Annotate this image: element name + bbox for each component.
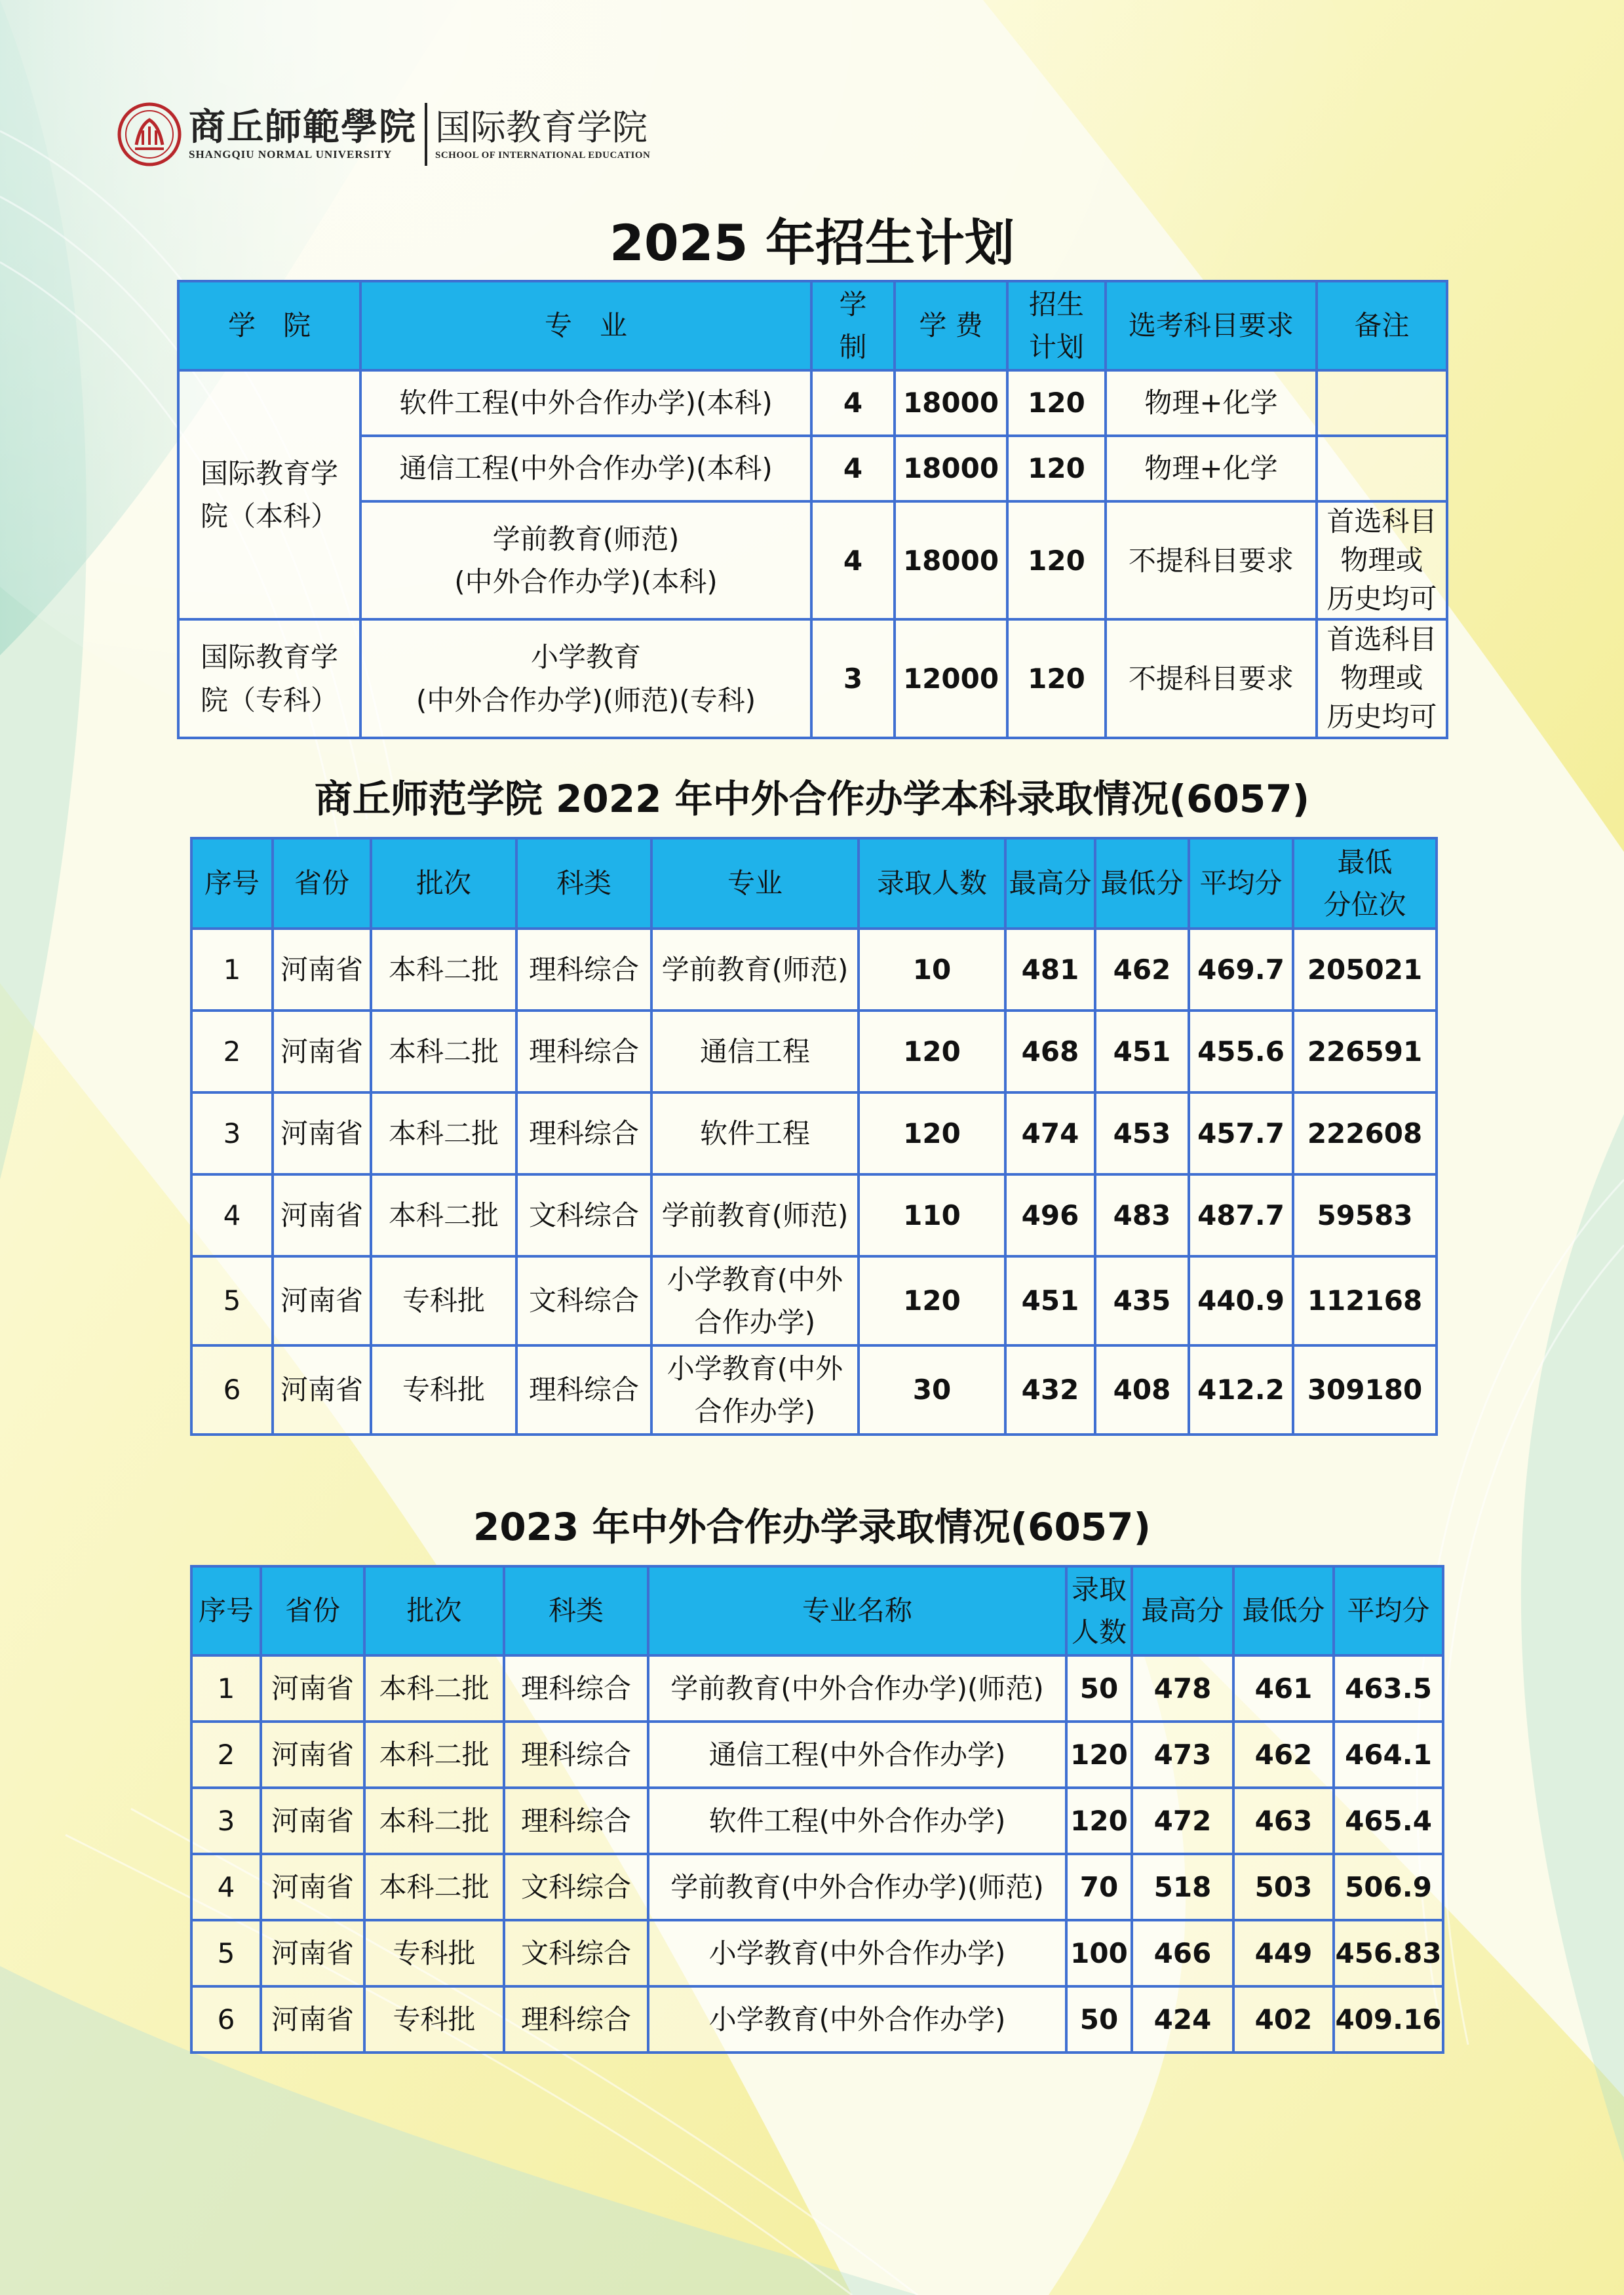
logo-divider <box>425 103 427 166</box>
table-row <box>191 1011 1437 1092</box>
no-cell: 6 <box>191 1986 261 2053</box>
avg-cell: 465.4 <box>1334 1788 1443 1854</box>
major-cell: 软件工程(中外合作办学)(本科) <box>360 370 811 436</box>
plan-cell: 120 <box>1007 370 1106 436</box>
major-cell: 学前教育(师范) (中外合作办学)(本科) <box>360 501 811 619</box>
max-cell: 466 <box>1132 1920 1233 1986</box>
note-cell: 首选科目 物理或 历史均可 <box>1317 619 1447 737</box>
subjects-cell: 物理+化学 <box>1106 436 1317 501</box>
major-cell: 小学教育(中外合作办学) <box>648 1920 1066 1986</box>
college-cell: 国际教育学 院（专科） <box>178 619 360 737</box>
years-cell: 3 <box>811 619 895 737</box>
header-avg: 平均分 <box>1334 1566 1443 1655</box>
header-category: 科类 <box>504 1566 648 1655</box>
avg-cell: 440.9 <box>1189 1256 1293 1345</box>
count-cell: 50 <box>1066 1986 1132 2053</box>
plan2025-title: 2025 年招生计划 <box>609 214 1015 272</box>
fee-cell: 18000 <box>895 436 1007 501</box>
major-cell: 学前教育(师范) <box>651 929 859 1011</box>
major-cell: 软件工程(中外合作办学) <box>648 1788 1066 1854</box>
table-row <box>191 1345 1437 1435</box>
min-cell: 453 <box>1095 1092 1189 1174</box>
max-cell: 432 <box>1005 1345 1095 1435</box>
header-fee: 学 费 <box>895 281 1007 370</box>
no-cell: 4 <box>191 1174 273 1256</box>
avg-cell: 409.16 <box>1334 1986 1443 2053</box>
max-cell: 518 <box>1132 1854 1233 1920</box>
province-cell: 河南省 <box>273 1256 371 1345</box>
plan2025-header-row <box>178 281 1447 370</box>
count-cell: 120 <box>859 1256 1005 1345</box>
note-cell <box>1317 436 1447 501</box>
table-row <box>191 1986 1443 2053</box>
major-cell: 学前教育(中外合作办学)(师范) <box>648 1655 1066 1722</box>
province-cell: 河南省 <box>273 929 371 1011</box>
major-cell: 学前教育(师范) <box>651 1174 859 1256</box>
province-cell: 河南省 <box>273 1345 371 1435</box>
min-cell: 408 <box>1095 1345 1189 1435</box>
plan2025-table <box>177 280 1448 739</box>
table-row <box>191 1722 1443 1788</box>
header-min: 最低分 <box>1233 1566 1334 1655</box>
no-cell: 3 <box>191 1788 261 1854</box>
major-cell: 小学教育 (中外合作办学)(师范)(专科) <box>360 619 811 737</box>
college-cell: 国际教育学 院（本科） <box>178 370 360 619</box>
min-cell: 463 <box>1233 1788 1334 1854</box>
header-no: 序号 <box>191 838 273 929</box>
min-cell: 462 <box>1233 1722 1334 1788</box>
subjects-cell: 不提科目要求 <box>1106 501 1317 619</box>
avg-cell: 457.7 <box>1189 1092 1293 1174</box>
count-cell: 70 <box>1066 1854 1132 1920</box>
header-major: 专 业 <box>360 281 811 370</box>
header-years: 学 制 <box>811 281 895 370</box>
max-cell: 478 <box>1132 1655 1233 1722</box>
province-cell: 河南省 <box>273 1174 371 1256</box>
max-cell: 472 <box>1132 1788 1233 1854</box>
province-cell: 河南省 <box>273 1011 371 1092</box>
header-min: 最低分 <box>1095 838 1189 929</box>
major-cell: 小学教育(中外 合作办学) <box>651 1345 859 1435</box>
category-cell: 理科综合 <box>516 1011 651 1092</box>
max-cell: 468 <box>1005 1011 1095 1092</box>
batch-cell: 专科批 <box>371 1256 516 1345</box>
major-cell: 软件工程 <box>651 1092 859 1174</box>
fee-cell: 18000 <box>895 501 1007 619</box>
max-cell: 481 <box>1005 929 1095 1011</box>
max-cell: 474 <box>1005 1092 1095 1174</box>
category-cell: 理科综合 <box>516 929 651 1011</box>
university-name-en: SHANGQIU NORMAL UNIVERSITY <box>189 148 393 161</box>
category-cell: 理科综合 <box>504 1655 648 1722</box>
min-cell: 402 <box>1233 1986 1334 2053</box>
header-category: 科类 <box>516 838 651 929</box>
header-major: 专业名称 <box>648 1566 1066 1655</box>
admit2022-table <box>190 837 1438 1436</box>
no-cell: 2 <box>191 1011 273 1092</box>
rank-cell: 309180 <box>1293 1345 1437 1435</box>
school-name-en: SCHOOL OF INTERNATIONAL EDUCATION <box>435 149 651 161</box>
category-cell: 文科综合 <box>504 1920 648 1986</box>
batch-cell: 本科二批 <box>364 1655 504 1722</box>
batch-cell: 本科二批 <box>371 929 516 1011</box>
batch-cell: 本科二批 <box>371 1011 516 1092</box>
no-cell: 4 <box>191 1854 261 1920</box>
table-row <box>191 1092 1437 1174</box>
min-cell: 451 <box>1095 1011 1189 1092</box>
max-cell: 496 <box>1005 1174 1095 1256</box>
avg-cell: 464.1 <box>1334 1722 1443 1788</box>
province-cell: 河南省 <box>261 1854 364 1920</box>
header-max: 最高分 <box>1005 838 1095 929</box>
count-cell: 100 <box>1066 1920 1132 1986</box>
batch-cell: 本科二批 <box>364 1722 504 1788</box>
no-cell: 2 <box>191 1722 261 1788</box>
province-cell: 河南省 <box>261 1788 364 1854</box>
years-cell: 4 <box>811 501 895 619</box>
category-cell: 理科综合 <box>516 1345 651 1435</box>
header-note: 备注 <box>1317 281 1447 370</box>
no-cell: 1 <box>191 929 273 1011</box>
years-cell: 4 <box>811 370 895 436</box>
header-subjects: 选考科目要求 <box>1106 281 1317 370</box>
max-cell: 451 <box>1005 1256 1095 1345</box>
plan-cell: 120 <box>1007 436 1106 501</box>
batch-cell: 专科批 <box>364 1920 504 1986</box>
subjects-cell: 不提科目要求 <box>1106 619 1317 737</box>
rank-cell: 205021 <box>1293 929 1437 1011</box>
header-province: 省份 <box>261 1566 364 1655</box>
plan-cell: 120 <box>1007 619 1106 737</box>
plan-cell: 120 <box>1007 501 1106 619</box>
table-row <box>178 370 1447 436</box>
years-cell: 4 <box>811 436 895 501</box>
min-cell: 503 <box>1233 1854 1334 1920</box>
table-row <box>191 1174 1437 1256</box>
avg-cell: 506.9 <box>1334 1854 1443 1920</box>
school-name-cn: 国际教育学院 <box>435 106 648 148</box>
subjects-cell: 物理+化学 <box>1106 370 1317 436</box>
no-cell: 3 <box>191 1092 273 1174</box>
count-cell: 30 <box>859 1345 1005 1435</box>
admit2023-table <box>190 1565 1444 2054</box>
header-no: 序号 <box>191 1566 261 1655</box>
admit2022-title: 商丘师范学院 2022 年中外合作办学本科录取情况(6057) <box>314 777 1310 821</box>
category-cell: 理科综合 <box>516 1092 651 1174</box>
table-row <box>178 436 1447 501</box>
no-cell: 1 <box>191 1655 261 1722</box>
header-plan: 招生 计划 <box>1007 281 1106 370</box>
max-cell: 473 <box>1132 1722 1233 1788</box>
table-row <box>178 501 1447 619</box>
rank-cell: 222608 <box>1293 1092 1437 1174</box>
min-cell: 483 <box>1095 1174 1189 1256</box>
note-cell <box>1317 370 1447 436</box>
count-cell: 120 <box>1066 1722 1132 1788</box>
no-cell: 5 <box>191 1256 273 1345</box>
header-batch: 批次 <box>364 1566 504 1655</box>
batch-cell: 专科批 <box>371 1345 516 1435</box>
batch-cell: 本科二批 <box>364 1854 504 1920</box>
admit2023-header-row <box>191 1566 1443 1655</box>
province-cell: 河南省 <box>261 1920 364 1986</box>
table-row <box>191 1256 1437 1345</box>
header-count: 录取 人数 <box>1066 1566 1132 1655</box>
header-province: 省份 <box>273 838 371 929</box>
fee-cell: 12000 <box>895 619 1007 737</box>
category-cell: 理科综合 <box>504 1722 648 1788</box>
avg-cell: 456.83 <box>1334 1920 1443 1986</box>
avg-cell: 463.5 <box>1334 1655 1443 1722</box>
min-cell: 461 <box>1233 1655 1334 1722</box>
avg-cell: 455.6 <box>1189 1011 1293 1092</box>
table-row <box>191 929 1437 1011</box>
min-cell: 449 <box>1233 1920 1334 1986</box>
avg-cell: 487.7 <box>1189 1174 1293 1256</box>
header-batch: 批次 <box>371 838 516 929</box>
major-cell: 小学教育(中外 合作办学) <box>651 1256 859 1345</box>
count-cell: 120 <box>859 1092 1005 1174</box>
major-cell: 通信工程 <box>651 1011 859 1092</box>
header-avg: 平均分 <box>1189 838 1293 929</box>
header-rank: 最低 分位次 <box>1293 838 1437 929</box>
university-name-cn: 商丘師範學院 <box>189 106 417 149</box>
count-cell: 120 <box>1066 1788 1132 1854</box>
count-cell: 120 <box>859 1011 1005 1092</box>
rank-cell: 59583 <box>1293 1174 1437 1256</box>
table-row <box>191 1920 1443 1986</box>
major-cell: 通信工程(中外合作办学)(本科) <box>360 436 811 501</box>
header-count: 录取人数 <box>859 838 1005 929</box>
rank-cell: 226591 <box>1293 1011 1437 1092</box>
university-seal-icon <box>117 102 182 167</box>
admit2022-header-row <box>191 838 1437 929</box>
no-cell: 6 <box>191 1345 273 1435</box>
header-max: 最高分 <box>1132 1566 1233 1655</box>
batch-cell: 本科二批 <box>364 1788 504 1854</box>
province-cell: 河南省 <box>261 1986 364 2053</box>
no-cell: 5 <box>191 1920 261 1986</box>
table-row <box>191 1854 1443 1920</box>
admit2023-title: 2023 年中外合作办学录取情况(6057) <box>473 1505 1151 1549</box>
batch-cell: 专科批 <box>364 1986 504 2053</box>
batch-cell: 本科二批 <box>371 1092 516 1174</box>
avg-cell: 412.2 <box>1189 1345 1293 1435</box>
category-cell: 文科综合 <box>516 1174 651 1256</box>
province-cell: 河南省 <box>273 1092 371 1174</box>
category-cell: 文科综合 <box>504 1854 648 1920</box>
min-cell: 435 <box>1095 1256 1189 1345</box>
count-cell: 10 <box>859 929 1005 1011</box>
count-cell: 110 <box>859 1174 1005 1256</box>
note-cell: 首选科目 物理或 历史均可 <box>1317 501 1447 619</box>
header-major: 专业 <box>651 838 859 929</box>
header-college: 学 院 <box>178 281 360 370</box>
major-cell: 学前教育(中外合作办学)(师范) <box>648 1854 1066 1920</box>
avg-cell: 469.7 <box>1189 929 1293 1011</box>
table-row <box>191 1655 1443 1722</box>
count-cell: 50 <box>1066 1655 1132 1722</box>
category-cell: 理科综合 <box>504 1986 648 2053</box>
max-cell: 424 <box>1132 1986 1233 2053</box>
header-logo <box>117 98 650 170</box>
batch-cell: 本科二批 <box>371 1174 516 1256</box>
table-row <box>178 619 1447 737</box>
category-cell: 理科综合 <box>504 1788 648 1854</box>
rank-cell: 112168 <box>1293 1256 1437 1345</box>
major-cell: 通信工程(中外合作办学) <box>648 1722 1066 1788</box>
province-cell: 河南省 <box>261 1655 364 1722</box>
province-cell: 河南省 <box>261 1722 364 1788</box>
table-row <box>191 1788 1443 1854</box>
min-cell: 462 <box>1095 929 1189 1011</box>
fee-cell: 18000 <box>895 370 1007 436</box>
category-cell: 文科综合 <box>516 1256 651 1345</box>
major-cell: 小学教育(中外合作办学) <box>648 1986 1066 2053</box>
